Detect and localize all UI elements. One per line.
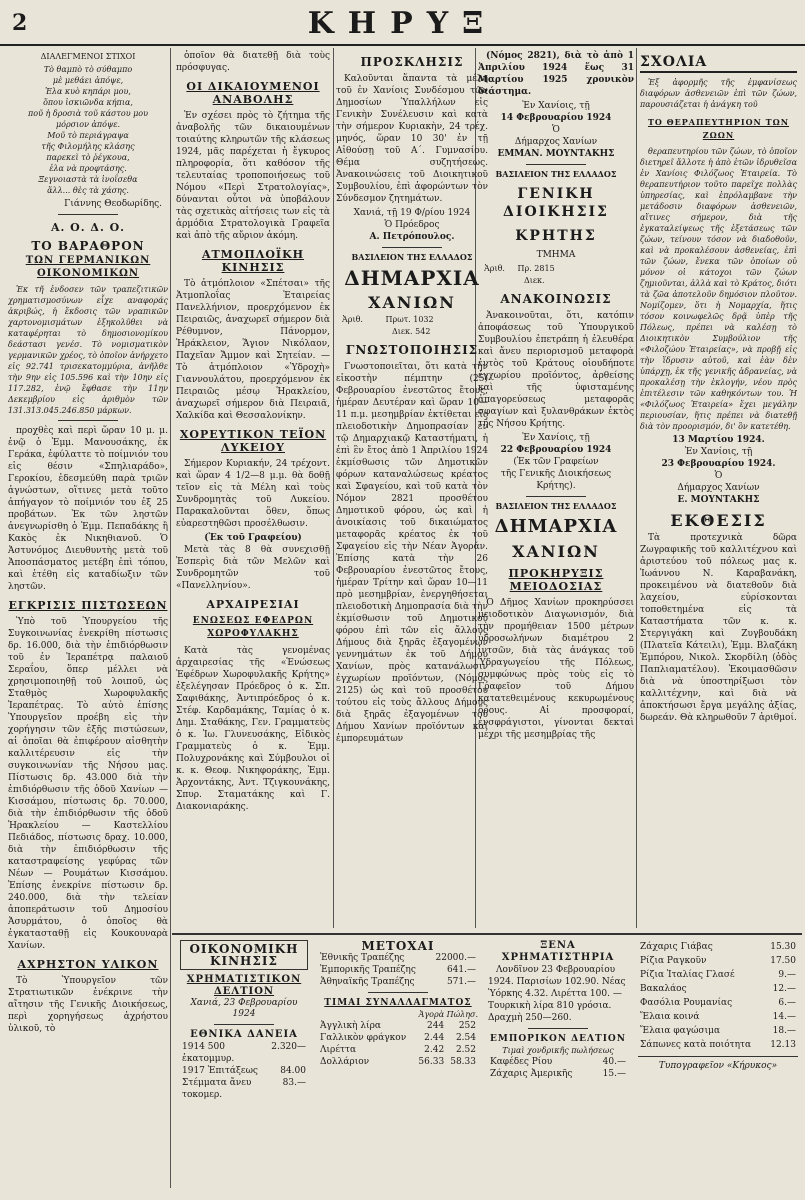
stocks-heading: ΜΕΤΟΧΑΙ	[361, 940, 435, 953]
loan-value: 83.—	[282, 1078, 306, 1088]
municipality-heading: ΔΗΜΑΡΧΙΑ	[344, 266, 480, 290]
commodity-name: Καφέδες Ρίου	[490, 1057, 553, 1067]
animal-clinic-article: θεραπευτηρίου τῶν ζώων, τὸ ὁποῖον διετηρεῖ ἄλλοτε ἡ ἀπὸ ἐτῶν ἱδρυθεῖσα ἐν Χανίοις Φιλόζωος Ἑταιρεία. Τὸ θεραπευτήριον τοῦτο παρεῖχε πολλὰς ὑπηρεσίας, καὶ ἐπρόλαμβανε τὴν μετάδοσιν διαφόρων ἀσθενειῶν, αἵτινες σήμερον, διὰ τῆς ἐγκαταλείψεως τῆς ἐξετάσεως τῶν ζώων, τείνουν τόσον νὰ διαδοθοῦν, καὶ νὰ προκαλέσουν ἀσθενείας, ἐπὶ τῶν ζώων, ἕνεκα τῶν ὁποίων οὐ μόνον οἱ κάτοχοι τῶν ζώων ζημιοῦνται, ἀλλὰ καὶ τὸ Κράτος, διότι τὰ ζῶα ἀποτελοῦν δημόσιον πλοῦτον. Νομίζομεν, ὅτι ἡ Νομαρχία, ἥτις τόσον κοινωφελῶς δρᾷ ὑπὲρ τῆς Πόλεως, πρέπει νὰ καλέσῃ τὸ Διοικητικὸν Συμβούλιον τῆς «Φιλοζώου Ἑταιρείας», νὰ προβῇ εἰς τὴν ἵδρυσιν αὐτοῦ, καὶ ἐὰν δὲν ὑπάρχῃ, ἐκ τῆς γενικῆς ἀδρανείας, νὰ προκαλέσῃ τὴν ἐκλογήν, νέου πρὸς ἐπιτέλεσιν τῶν καθηκόντων του. Ἡ «Φιλόζωος Ἑταιρεία» ἔχει μεγάλην περιουσίαν, ἥτις πρέπει νὰ διατεθῇ διὰ τὸν προορισμόν, δι' ὃν κατετέθη.	[640, 147, 797, 431]
column-4	[478, 50, 634, 930]
aodo-heading: Α. Ο. Δ. Ο.	[50, 221, 126, 234]
protocol-value: Πρ. 2815	[517, 264, 555, 273]
poem-author: Γιάννης Θεοδωρίδης.	[64, 199, 162, 209]
buy-rate: 2.44	[424, 1033, 445, 1043]
table-row	[638, 1010, 798, 1024]
deferment-article: Ἐν σχέσει πρὸς τὸ ζήτημα τῆς ἀναβολῆς τῶν δικαιουμένων τοιαύτης κληρωτῶν τῆς κλάσεως 1924, μᾶς παρέχεται ἡ ἔγκυρος πληροφορία, ὅτι καθόσον τῆς τελευταίας τροποποιήσεως τοῦ Νόμου «Περὶ Στρατολογίας», δύνανται οὗτοι νὰ ὑποβάλουν τὰς σχετικὰς αἰτήσεις των εἰς τὰ ἁρμόδια Στρατολογικὰ Γραφεῖα καὶ ἀπὸ τῆς αὔριον ἀκόμη.	[176, 111, 330, 241]
credits-article: Ὑπὸ τοῦ Ὑπουργείου τῆς Συγκοινωνίας ἐνεκρίθη πίστωσις δρ. 16.000, διὰ τὴν ἐπιδιόρθωσιν τοῦ ἐν Ἱεραπέτρᾳ παλαιοῦ Σεραΐου, ὅπερ μέλλει νὰ χρησιμοποιηθῇ τοῦ λοιποῦ, ὡς Σταθμὸς Χωροφυλακῆς Ἱεραπέτρας. Τὸ αὐτὸ ἐπίσης Ὑπουργεῖον προέβη εἰς τὴν χορήγησιν τῶν ἑξῆς πιστώσεων, αἱ ὁποῖαι θὰ ἐπιφέρουν αἰσθητὴν καλλιτέρευσιν εἰς τὴν συγκοινωνίαν τῆς Νήσου μας. Πίστωσις δρ. 43.000 διὰ τὴν ἐπιδιόρθωσιν τῆς ὁδοῦ Χανίων — Κισσάμου, πίστωσις δρ. 70.000, διὰ τὴν ἐπιδιόρθωσιν τῆς ὁδοῦ Ἡρακλείου — Καστελλίου Πεδιάδος, πίστωσις δραχ. 10.000, διὰ τὴν ἐπιδιόρθωσιν τῆς καταστραφείσης γεφύρας τῶν Νέων — Ρουμάτων Κισσάμου. Ἐπίσης ἐνεκρίνε πίστωσιν δρ. 240.000, διὰ τὴν τελείαν ἀποπεράτωσιν τοῦ Δημοσίου Ἀσυρμάτου, ὁ ὁποῖος θὰ ἐγκατασταθῇ εἰς Κουκουναρὰ Χανίων.	[8, 617, 168, 951]
table-row	[180, 1065, 308, 1077]
market-heading-box	[180, 940, 308, 970]
elections-subheading: ΕΝΩΣΕΩΣ ΕΦΕΔΡΩΝ ΧΩΡΟΦΥΛΑΚΗΣ	[192, 616, 314, 639]
foreign-exchanges-heading: ΞΕΝΑ ΧΡΗΜΑΤΙΣΤΗΡΙΑ	[501, 940, 615, 963]
notice-heading: ΓΝΩΣΤΟΠΟΙΗΣΙΣ	[345, 343, 479, 357]
stock-bulletin-heading: ΧΡΗΜΑΤΙΣΤΙΚΟΝ ΔΕΛΤΙΟΝ	[186, 974, 302, 997]
poem-line: ποῦ ἡ δροσιὰ τοῦ κάστου μου	[28, 109, 148, 118]
trade-bulletin-heading: ΕΜΠΟΡΙΚΟΝ ΔΕΛΤΙΟΝ	[490, 1034, 626, 1044]
table-row	[488, 1068, 628, 1080]
divider	[526, 496, 586, 497]
municipality-heading: ΔΗΜΑΡΧΙΑ	[494, 516, 618, 537]
table-row	[488, 1056, 628, 1068]
fx-heading: ΤΙΜΑΙ ΣΥΝΑΛΛΑΓΜΑΤΟΣ	[324, 998, 472, 1008]
poem-line: Ξεγνοιαστὰ τὰ ἰνοΐσεθα	[38, 175, 138, 184]
table-row	[638, 1038, 798, 1052]
column-rule	[170, 48, 171, 1188]
page-number: 2	[12, 10, 28, 36]
market-section-rule	[172, 933, 802, 935]
dispatch-value: Διεκ.	[524, 276, 545, 285]
sell-rate: 2.54	[455, 1033, 476, 1043]
kingdom-label: ΒΑΣΙΛΕΙΟΝ ΤΗΣ ΕΛΛΑΔΟΣ	[351, 252, 473, 262]
comments-intro: Ἐξ ἀφορμῆς τῆς ἐμφανίσεως διαφόρων ἀσθενειῶν ἐπὶ τῶν ζώων, παρουσιάζεται ἡ ἀνάγκη τοῦ	[640, 78, 797, 109]
date: 13 Μαρτίου 1924.	[672, 435, 765, 445]
market-column-4	[638, 940, 798, 1180]
foreign-exchanges-text: Λονδῖνον 23 Φεβρουαρίου 1924. Παρισίων 102.90. Νέας Ὑόρκης 4.32. Λιρέττα 100. — Τουρκικὴ λίρα 810 γρόσια. Δραχμὴ 250—260.	[488, 965, 626, 1023]
divider	[382, 247, 442, 248]
market-column-3	[488, 940, 628, 1180]
stocks-table	[318, 952, 478, 988]
dance-tea-note: Μετὰ τὰς 8 θὰ συνεχισθῇ Ἐσπερὶς διὰ τῶν Μελῶν καὶ Συνδρομητῶν τοῦ «Πανελληνίου».	[176, 545, 330, 591]
poem-line: ἐλα νὰ προφτάσης.	[49, 164, 127, 173]
invitation-article: Καλοῦνται ἅπαντα τὰ μέλη τοῦ ἐν Χανίοις Συνδέσμου τῶν Δημοσίων Ὑπαλλήλων εἰς Γενικὴν Συνέλευσιν καὶ κατὰ τὴν σήμερον Κυριακὴν, 24 τρέχ. μηνός, ὥραν 10 30' ἐν τῇ Αἰθούσῃ τοῦ Α΄. Γυμνασίου. Θέμα συζητήσεως. Ἀνακοινώσεις τοῦ Διοικητικοῦ Συμβουλίου, ἐπὶ ἀφορώντων τὸν Σύνδεσμον ζητημάτων.	[336, 74, 488, 204]
general-administration-heading: ΓΕΝΙΚΗ ΔΙΟΙΚΗΣΙΣ	[503, 186, 609, 220]
shipping-heading: ΑΤΜΟΠΛΟΪΚΗ ΚΙΝΗΣΙΣ	[201, 248, 305, 274]
place: Ἐν Χανίοις, τῇ	[522, 433, 590, 443]
poem	[8, 64, 168, 196]
poem-line: μόρσιον ἀπόψε.	[55, 120, 121, 129]
table-row	[638, 996, 798, 1010]
deferment-heading: ΟΙ ΔΙΚΑΙΟΥΜΕΝΟΙ ΑΝΑΒΟΛΗΣ	[186, 80, 320, 106]
loans-table	[180, 1041, 308, 1101]
useless-material-article: Τὸ Ὑπουργεῖον τῶν Στρατιωτικῶν ἐνέκρινε τὴν αἴτησιν τῆς Γενικῆς Διοικήσεως, περὶ χορηγήσεως ἀχρήστου ὑλικοῦ, τὸ	[8, 976, 168, 1034]
masthead	[0, 0, 805, 46]
shipping-article: Τὸ ἀτμόπλοιον «Σπέτσαι» τῆς Ἀτμοπλοΐας Ἑταιρείας Πανελλήνιον, προερχόμενον ἐκ Πειραιῶς, ἀναχωρεῖ σήμερον διὰ Ρέθυμνον, Πάνορμον, Ἡράκλειον, Ἅγιον Νικόλαον, Παχεῖαν Ἄμμον καὶ Σητείαν. — Τὸ ἀτμόπλοιον «Ὑδροχὴ» Γιαννουλάτου, προερχόμενον ἐκ Πειραιῶς μέσῳ Ἡρακλείου, ἀναχωρεῖ σήμερον διὰ Πειραιᾶ, Χαλκίδα καὶ Θεσσαλονίκην.	[176, 279, 330, 421]
sig-role: Δήμαρχος Χανίων	[677, 483, 760, 493]
divider	[526, 164, 586, 165]
continued-text: (Νόμος 2821), διὰ τὸ ἀπὸ 1 Ἀπριλίου 1924 ἕως 31 Μαρτίου 1925 χρονικὸν διάστημα.	[478, 51, 634, 97]
invitation-heading: ΠΡΟΣΚΛΗΣΙΣ	[360, 55, 464, 69]
commodity-price: 6.—	[778, 998, 796, 1008]
place: Ἐν Χανίοις, τῇ	[684, 447, 753, 457]
commodity-name: Βακαλάος	[640, 984, 687, 994]
robbery-article: προχθὲς καὶ περὶ ὥραν 10 μ. μ. ἐνῷ ὁ Ἐμμ. Μανουσάκης, ἐκ Γεράκα, ἐφύλαττε τὸ ποίμνιόν του εἰς θέσιν «Σπηλιαράδο», Γεροκίου, ἐδεσμεύθη παρὰ τριῶν ἀγνώστων, οἵτινες μετὰ τοῦτο ἀπήγαγον τὸ ποίμνιόν του ἐξ 25 προβάτων. Ἐκ τῶν ληστῶν ἀνεγνωρίσθη ὁ Ἐμμ. Πεπαδάκης ἢ Κακὸς ἐκ Νικηθιανοῦ. Ὁ Ἀστυνόμος Διευθυντὴς μετὰ τοῦ Ἀποσπάσματος μετέβη ἐπὶ τόπου, καὶ ἐτέθη εἰς καταδίωξιν τῶν ληστῶν.	[8, 426, 168, 592]
commodity-price: 15.30	[770, 942, 796, 952]
date: 14 Φεβρουαρίου 1924	[500, 113, 612, 123]
poem-line: μὲ μεθάει ἀπόψε,	[52, 76, 124, 85]
sig-line: τῆς Γενικῆς Διοικήσεως	[500, 469, 612, 479]
trade-bulletin-subheading: Τιμαὶ χονδρικῆς πωλήσεως	[502, 1046, 614, 1055]
commodity-name: Ρίζια Ἰταλίας Γλασέ	[640, 970, 735, 980]
divider	[58, 214, 118, 215]
table-row	[638, 954, 798, 968]
commodity-price: 12.13	[770, 1040, 796, 1050]
stock-name: Ἐθνικῆς Τραπέζης	[320, 953, 405, 963]
poem-line: Ἐλα κυὸ κηπάρι μου,	[45, 87, 131, 96]
protocol-label: Ἀριθ.	[484, 264, 505, 273]
commodity-name: Ἔλαια κοινά	[640, 1012, 700, 1022]
useless-material-heading: ΑΧΡΗΣΤΟΝ ΥΛΙΚΟΝ	[17, 958, 159, 971]
divider	[638, 1056, 798, 1057]
table-row	[638, 982, 798, 996]
table-row	[318, 952, 478, 964]
sell-rate: 252	[458, 1021, 476, 1031]
commodity-price: 9.—	[778, 970, 796, 980]
dance-tea-heading: ΧΟΡΕΥΤΙΚΟΝ ΤΕΪΟΝ ΛΥΚΕΙΟΥ	[179, 428, 327, 454]
sig-title: Ὁ	[714, 471, 723, 481]
exhibition-article: Τὰ προτεχνικὰ δῶρα Ζωγραφικῆς τοῦ καλλιτέχνου καὶ ἀριστεύου τοῦ πόλεως μας κ. Ἰωάννου Ν. Καραβανάκη, προκειμένου νὰ διατεθοῦν διὰ λαχείου, εὑρίσκονται τοποθετημένα εἰς τὰ Καταστήματα τῶν κ. κ. Στεργιγάκη καὶ Ζυγβουδάκη (Πλατεῖα Κάτειλι), Ἐμμ. Βλαζάκη Ἐμπόρου, Νικολ. Σκορδίλη (ὁδὸς Παπλιαματέλου). Ἐκοιμασθῶσιν διὰ νὰ ὑποστηρίξωσι τὸν καλλιτέχνην, καὶ διὰ νὰ ἀποκτήσωσι ἔργα μεγάλης ἀξίας, δωρεάν. Θὰ κληρωθοῦν 7 ἀριθμοί.	[640, 533, 797, 723]
loan-value: 2.320—	[271, 1042, 306, 1052]
table-row	[318, 1056, 478, 1068]
currency-name: Γαλλικὸν φράγκον	[320, 1033, 407, 1043]
poem-line: Μοῦ τὸ περιάγραψα	[47, 131, 129, 140]
divider	[214, 1024, 274, 1025]
stock-name: Ἐμπορικῆς Τραπέζης	[320, 965, 416, 975]
column-rule	[636, 48, 637, 928]
loan-name: Στέμματα ἄνευ τοκομερ.	[182, 1078, 252, 1100]
loan-name: 1914 500 ἑκατομμυρ.	[182, 1042, 235, 1064]
loan-name: 1917 Ἐπιτάξεως	[182, 1066, 258, 1076]
sig-line: (Ἐκ τῶν Γραφείων	[513, 457, 599, 467]
invitation-sig-name: Α. Πετρόπουλος.	[369, 232, 455, 242]
barathron-heading: ΤΟ ΒΑΡΑΘΡΟΝ	[31, 239, 145, 253]
divider	[368, 992, 428, 993]
poem-line: παρεκεὶ τὸ ῥέγκουα,	[46, 153, 130, 162]
table-row	[638, 940, 798, 954]
poem-heading: ΔΙΑΛΕΓΜΕΝΟΙ ΣΤΙΧΟΙ	[40, 52, 136, 61]
commodity-name: Σάπωνες κατὰ ποιότητα	[640, 1040, 752, 1050]
protocol-label: Ἀριθ.	[342, 315, 363, 324]
buy-rate: 56.33	[418, 1057, 445, 1067]
notice-article: Γνωστοποιεῖται, ὅτι κατὰ τὴν εἰκοστὴν πέμπτην (25) Φεβρουαρίου ἐνεστῶτος ἔτους, ἡμέραν Δευτέραν καὶ ὥραν 10—11 π.μ. μεσημβρίαν ἐκτίθεται εἰς πλειοδοτικὴν Δημοπρασίαν ἐν τῷ Δημαρχιακῷ Καταστήματι, ἡ ἐπὶ ἓν ἔτος ἀπὸ 1 Ἀπριλίου 1924 ἐκμίσθωσις τῶν Δημοτικῶν φόρων καταναλώσεως κρέατος καὶ Σφαγείου, καὶ τοῦ κατὰ τὸν Νόμον 2821 προσθέτου Δημοτικοῦ φόρου, ὡς καὶ ἡ ἀνοικίασις τοῦ δικαιώματος μεταφορᾶς κρέατος ἐκ τοῦ Σφαγείου εἰς τὴν Νέαν Ἀγοράν. Ἐπίσης κατὰ τὴν 26 Φεβρουαρίου ἐνεστῶτος ἔτους, ἡμέραν Τρίτην καὶ ὥραν 10—11 πρὸ μεσημβρίαν, ἐνεργηθήσεται πλειοδοτικὴ Δημοπρασία διὰ τὴν ἐκμίσθωσιν τοῦ Δημοτικοῦ φόρου ἐπὶ τῶν εἰς ἄλλους Δήμους διὰ ξηρᾶς ἐξαγομένων γεννημάτων ἐκ τοῦ Δήμου Χανίων, πρὸς κατανάλωσιν ἐγχωρίων προϊόντων, (Νόμος 2125) ὡς καὶ τοῦ προσθέτου τούτου εἰς τοὺς ἄλλους Δήμους διὰ ξηρᾶς ἐξαγομένων τοῦ Δήμου Χανίων προϊόντων καὶ ἐμπορευμάτων	[336, 362, 488, 744]
divider	[58, 420, 118, 421]
dance-tea-signature: (Ἐκ τοῦ Γραφείου)	[204, 533, 302, 543]
invitation-date: Χανιά, τῇ 19 Φ/ρίου 1924	[353, 208, 471, 218]
currency-name: Ἀγγλικὴ λίρα	[320, 1021, 381, 1031]
stock-value: 22000.—	[435, 953, 476, 963]
animal-clinic-heading: ΤΟ ΘΕΡΑΠΕΥΤΗΡΙΟΝ ΤΩΝ ΖΩΩΝ	[647, 117, 790, 140]
market-column-1	[180, 940, 308, 1180]
stock-value: 571.—	[446, 977, 476, 987]
market-date: Χανιά, 23 Φεβρουαρίου 1924	[190, 998, 298, 1019]
continued-text: ὁποῖον θὰ διατεθῇ διὰ τοὺς πρόσφυγας.	[176, 51, 330, 73]
sig-name: ΕΜΜΑΝ. ΜΟΥΝΤΑΚΗΣ	[497, 149, 615, 159]
elections-article: Κατὰ τὰς γενομένας ἀρχαιρεσίας τῆς «Ἑνώσεως Ἐφέδρων Χωροφυλακῆς Κρήτης» ἐξελέγησαν Πρόεδρος ὁ κ. Σπ. Σαφιθάκης, Ἀντιπρόεδρος ὁ κ. Στέφ. Καρδαμάκης, Ταμίας ὁ κ. Δημ. Σταθάκης, Γεν. Γραμματεὺς ὁ κ. Ἰω. Γλυνευσάκης, Εἰδικὸς Γραμματεὺς ὁ κ. Ἐμμ. Πολυχρονάκης καὶ Σύμβουλοι οἱ κ. κ. Θεοφ. Νικηφοράκης, Ἐμμ. Ἀρχοντάκης, Ἀντ. Τζιγκουνάκης, Σπυρ. Σταματάκης καὶ Γ. Διακονιαράκης.	[176, 646, 330, 812]
sig-line: Κρήτης).	[536, 481, 576, 491]
protocol-number	[342, 314, 488, 338]
commodity-name: Φασόλια Ρουμανίας	[640, 998, 733, 1008]
municipality-name: ΧΑΝΙΩΝ	[368, 293, 456, 312]
department-label: ΤΜΗΜΑ	[536, 250, 576, 260]
stock-value: 641.—	[446, 965, 476, 975]
newspaper-title: ΚΗΡΥΞ	[307, 6, 498, 41]
barathron-subheading: ΤΩΝ ΓΕΡΜΑΝΙΚΩΝ ΟΙΚΟΝΟΜΙΚΩΝ	[25, 255, 151, 279]
comments-heading: ΣΧΟΛΙΑ	[640, 56, 797, 73]
commodity-price: 17.50	[770, 956, 796, 966]
sell-rate: 2.52	[455, 1045, 476, 1055]
loan-value: 84.00	[280, 1066, 306, 1076]
currency-name: Δολλάριον	[320, 1057, 370, 1067]
table-row	[180, 1041, 308, 1065]
sig-role: Δήμαρχος Χανίων	[514, 137, 598, 147]
column-1	[8, 50, 168, 1160]
buy-rate: 2.42	[424, 1045, 445, 1055]
column-2	[176, 50, 330, 930]
table-row	[638, 1024, 798, 1038]
kingdom-label: ΒΑΣΙΛΕΙΟΝ ΤΗΣ ΕΛΛΑΔΟΣ	[495, 501, 617, 511]
place: Ἐν Χανίοις, τῇ	[522, 101, 590, 111]
commodity-price: 40.—	[602, 1057, 626, 1067]
commodity-name: Ἔλαια φαγώσιμα	[640, 1026, 721, 1036]
stock-name: Ἀθηναϊκῆς Τραπέζης	[320, 977, 415, 987]
sig-title: Ὁ	[552, 125, 560, 135]
table-row	[180, 1077, 308, 1101]
table-row	[318, 976, 478, 988]
general-administration-name: ΚΡΗΤΗΣ	[515, 228, 597, 244]
commodity-price: 12.—	[772, 984, 796, 994]
fx-subheading: Ἀγορὰ Πώλησ.	[418, 1010, 478, 1019]
barathron-article: Ἐκ τῆ ἐνδοσεν τῶν τραπεζιτικῶν χρηματισμοσύνων εἶχε αναφοράς ἀκριβώς, ἡ ἔκδοσις τῶν νραπικῶν χαρτονομισμάτων ἐξηκολῦθει νὰ καταφέρηται τὸ δημοσιονομίκου δεάστασι γενέσ. Τὸ νομισματικὸν γερμανικῶν χρέος, τὸ ὁποῖον ἀνήρχετο εἰς 92.741 τρισεκατομμύρια, ἀνῆλθε τὴν 9ην εἰς 105.596 καὶ τὴν 10ην εἰς 117.282, ἐνῷ ἔφθασε τὴν 11ην Δεκεμβρίου εἰς ἀριθμὸν τῶν 131.313.045.246.850 μάρκων.	[8, 285, 168, 415]
sig-name: Ε. ΜΟΥΝΤΑΚΗΣ	[677, 495, 760, 505]
poem-line: Τὸ θαμπὸ τὸ σύθαμπο	[43, 65, 133, 74]
prices-table	[638, 940, 798, 1052]
market-column-2	[318, 940, 478, 1180]
date: 23 Φεβρουαρίου 1924.	[661, 459, 776, 469]
table-row	[318, 1032, 478, 1044]
fx-table	[318, 1020, 478, 1068]
announcement-article: Ἀνακοινοῦται, ὅτι, κατόπιν ἀποφάσεως τοῦ Ὑπουργικοῦ Συμβουλίου ἐπετράπη ἡ ἐλευθέρα καὶ ἄνευ περιορισμοῦ μεταφορὰ ἐντὸς τοῦ Κράτους οἱουδήποτε ἐγχωρίου προϊόντος, ἀρθείσης καὶ τῆς ὑφισταμένης ἀπαγορεύσεως μεταφορᾶς σφαγίων καὶ ξυλανθράκων ἐκτὸς τῆς Νήσου Κρήτης.	[478, 311, 634, 429]
protocol-value: Πρωτ. 1032	[385, 315, 434, 324]
buy-rate: 244	[426, 1021, 445, 1031]
municipality-name: ΧΑΝΙΩΝ	[512, 542, 600, 561]
tender-heading: ΠΡΟΚΗΡΥΞΙΣ ΜΕΙΟΔΟΣΙΑΣ	[508, 567, 604, 593]
protocol-number	[484, 263, 634, 287]
table-row	[318, 964, 478, 976]
printer-credit: Τυπογραφεῖον «Κήρυκος»	[658, 1061, 778, 1071]
poem-line: ὅπου ἰσκιῶνδα κήπια,	[43, 98, 133, 107]
commodity-name: Ρίζια Ραγκοῦν	[640, 956, 707, 966]
kingdom-label: ΒΑΣΙΛΕΙΟΝ ΤΗΣ ΕΛΛΑΔΟΣ	[495, 169, 617, 179]
sell-rate: 58.33	[450, 1057, 476, 1067]
elections-heading: ΑΡΧΑΙΡΕΣΙΑΙ	[206, 598, 300, 611]
invitation-sig-title: Ὁ Πρόεδρος	[384, 220, 440, 230]
commodity-price: 18.—	[772, 1026, 796, 1036]
table-row	[318, 1020, 478, 1032]
divider	[528, 1028, 588, 1029]
announcement-heading: ΑΝΑΚΟΙΝΩΣΙΣ	[500, 292, 612, 306]
loans-heading: ΕΘΝΙΚΑ ΔΑΝΕΙΑ	[190, 1029, 298, 1040]
column-3	[336, 50, 488, 930]
commodity-name: Ζάχαρις Γιάβας	[640, 942, 713, 952]
trade-table	[488, 1056, 628, 1080]
poem-line: τῆς Φιλομήλης κλάσης	[41, 142, 135, 151]
commodity-name: Ζάχαρις Ἀμερικῆς	[490, 1069, 573, 1079]
table-row	[318, 1044, 478, 1056]
table-row	[638, 968, 798, 982]
column-rule	[333, 48, 334, 928]
tender-article: Ὁ Δῆμος Χανίων προκηρύσσει μειοδοτικὸν Διαγωνισμόν, διὰ τὴν προμήθειαν 1500 μέτρων ὑδροσωλήνων διαμέτρου 2 ἰντσῶν, διὰ τὰς ἀνάγκας τοῦ Ὑδραγωγείου τῆς Πόλεως, συμφώνως πρὸς τοὺς εἰς τὸ Γραφεῖον τοῦ Δήμου κατατεθειμένους κεκυρωμένους ὅρους. Αἱ προσφοραί, ἐνσφράγιστοι, γίνονται δεκταὶ μέχρι τῆς μεσημβρίας τῆς	[478, 598, 634, 740]
credits-heading: ΕΓΚΡΙΣΙΣ ΠΙΣΤΩΣΕΩΝ	[8, 599, 168, 612]
column-5	[640, 50, 797, 930]
date: 22 Φεβρουαρίου 1924	[500, 445, 612, 455]
commodity-price: 14.—	[772, 1012, 796, 1022]
commodity-price: 15.—	[602, 1069, 626, 1079]
exhibition-heading: ΕΚΘΕΣΙΣ	[670, 511, 767, 530]
poem-line: ἅλλ... θὲς τὰ χάσης.	[47, 186, 129, 195]
currency-name: Λιρέττα	[320, 1045, 357, 1055]
dance-tea-article: Σήμερον Κυριακήν, 24 τρέχοντ. καὶ ὥραν 4 1/2—8 μ.μ. θὰ δοθῇ τεῖον εἰς τὰ Μέλη καὶ τοὺς Συνδρομητὰς τοῦ Λυκείου. Παρακαλοῦνται ὅθεν, ὅπως εὐαρεστηθῶσι προσέλθωσιν.	[176, 459, 330, 529]
economic-movement-heading: ΟΙΚΟΝΟΜΙΚΗ ΚΙΝΗΣΙΣ	[189, 942, 299, 968]
dispatch-value: Διεκ. 542	[392, 327, 431, 336]
